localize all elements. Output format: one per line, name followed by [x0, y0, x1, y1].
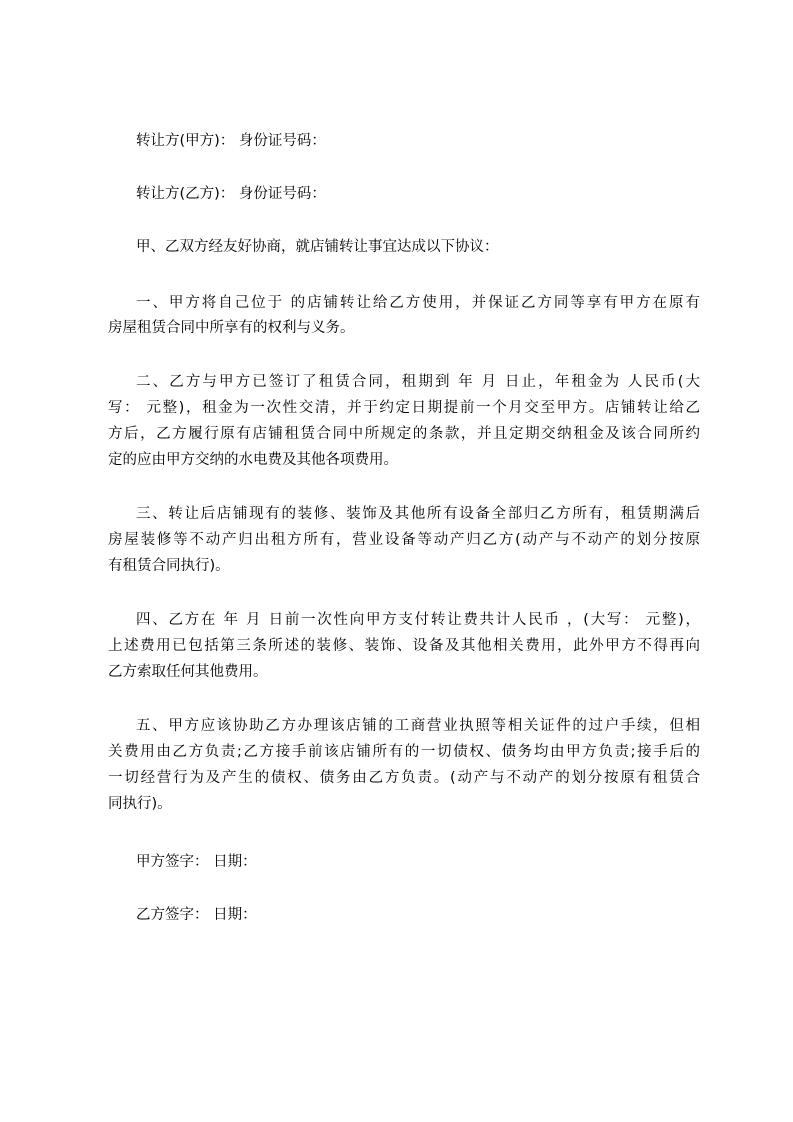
- clause1-line1: 一、甲方将自己位于 的店铺转让给乙方使用，并保证乙方同等享有甲方在原有: [136, 295, 700, 311]
- clause2-line2: 写： 元整)，租金为一次性交清，并于约定日期提前一个月交至甲方。店铺转让给乙: [108, 400, 700, 416]
- clause2-line4: 定的应由甲方交纳的水电费及其他各项费用。: [108, 452, 398, 468]
- party-a-signature-line: 甲方签字： 日期：: [136, 854, 257, 870]
- clause3-line3: 有租赁合同执行)。: [108, 558, 230, 574]
- clause3-line2: 房屋装修等不动产归出租方所有，营业设备等动产归乙方(动产与不动产的划分按原: [108, 532, 700, 548]
- clause4-line3: 乙方索取任何其他费用。: [108, 664, 268, 680]
- transferor-b-line: 转让方(乙方)： 身份证号码：: [136, 186, 326, 202]
- clause5-line4: 同执行)。: [108, 796, 172, 812]
- clause5-line3: 一切经营行为及产生的债权、债务由乙方负责。(动产与不动产的划分按原有租赁合: [108, 770, 700, 786]
- clause4-line2: 上述费用已包括第三条所述的装修、装饰、设备及其他相关费用，此外甲方不得再向: [108, 638, 700, 654]
- clause2-line1: 二、乙方与甲方已签订了租赁合同，租期到 年 月 日止，年租金为 人民币(大: [136, 374, 700, 390]
- clause5-line1: 五、甲方应该协助乙方办理该店铺的工商营业执照等相关证件的过户手续，但相: [136, 718, 700, 734]
- clause5-line2: 关费用由乙方负责;乙方接手前该店铺所有的一切债权、债务均由甲方负责;接手后的: [108, 744, 700, 760]
- intro-paragraph: 甲、乙双方经友好协商，就店铺转让事宜达成以下协议：: [136, 239, 499, 255]
- clause4-line1: 四、乙方在 年 月 日前一次性向甲方支付转让费共计人民币 ，(大写： 元整)，: [136, 612, 700, 628]
- clause1-line2: 房屋租赁合同中所享有的权利与义务。: [108, 320, 355, 336]
- clause3-line1: 三、转让后店铺现有的装修、装饰及其他所有设备全部归乙方所有，租赁期满后: [136, 506, 700, 522]
- clause2-line3: 方后，乙方履行原有店铺租赁合同中所规定的条款，并且定期交纳租金及该合同所约: [108, 426, 700, 442]
- party-b-signature-line: 乙方签字： 日期：: [136, 907, 257, 923]
- transferor-a-line: 转让方(甲方)： 身份证号码：: [136, 133, 326, 149]
